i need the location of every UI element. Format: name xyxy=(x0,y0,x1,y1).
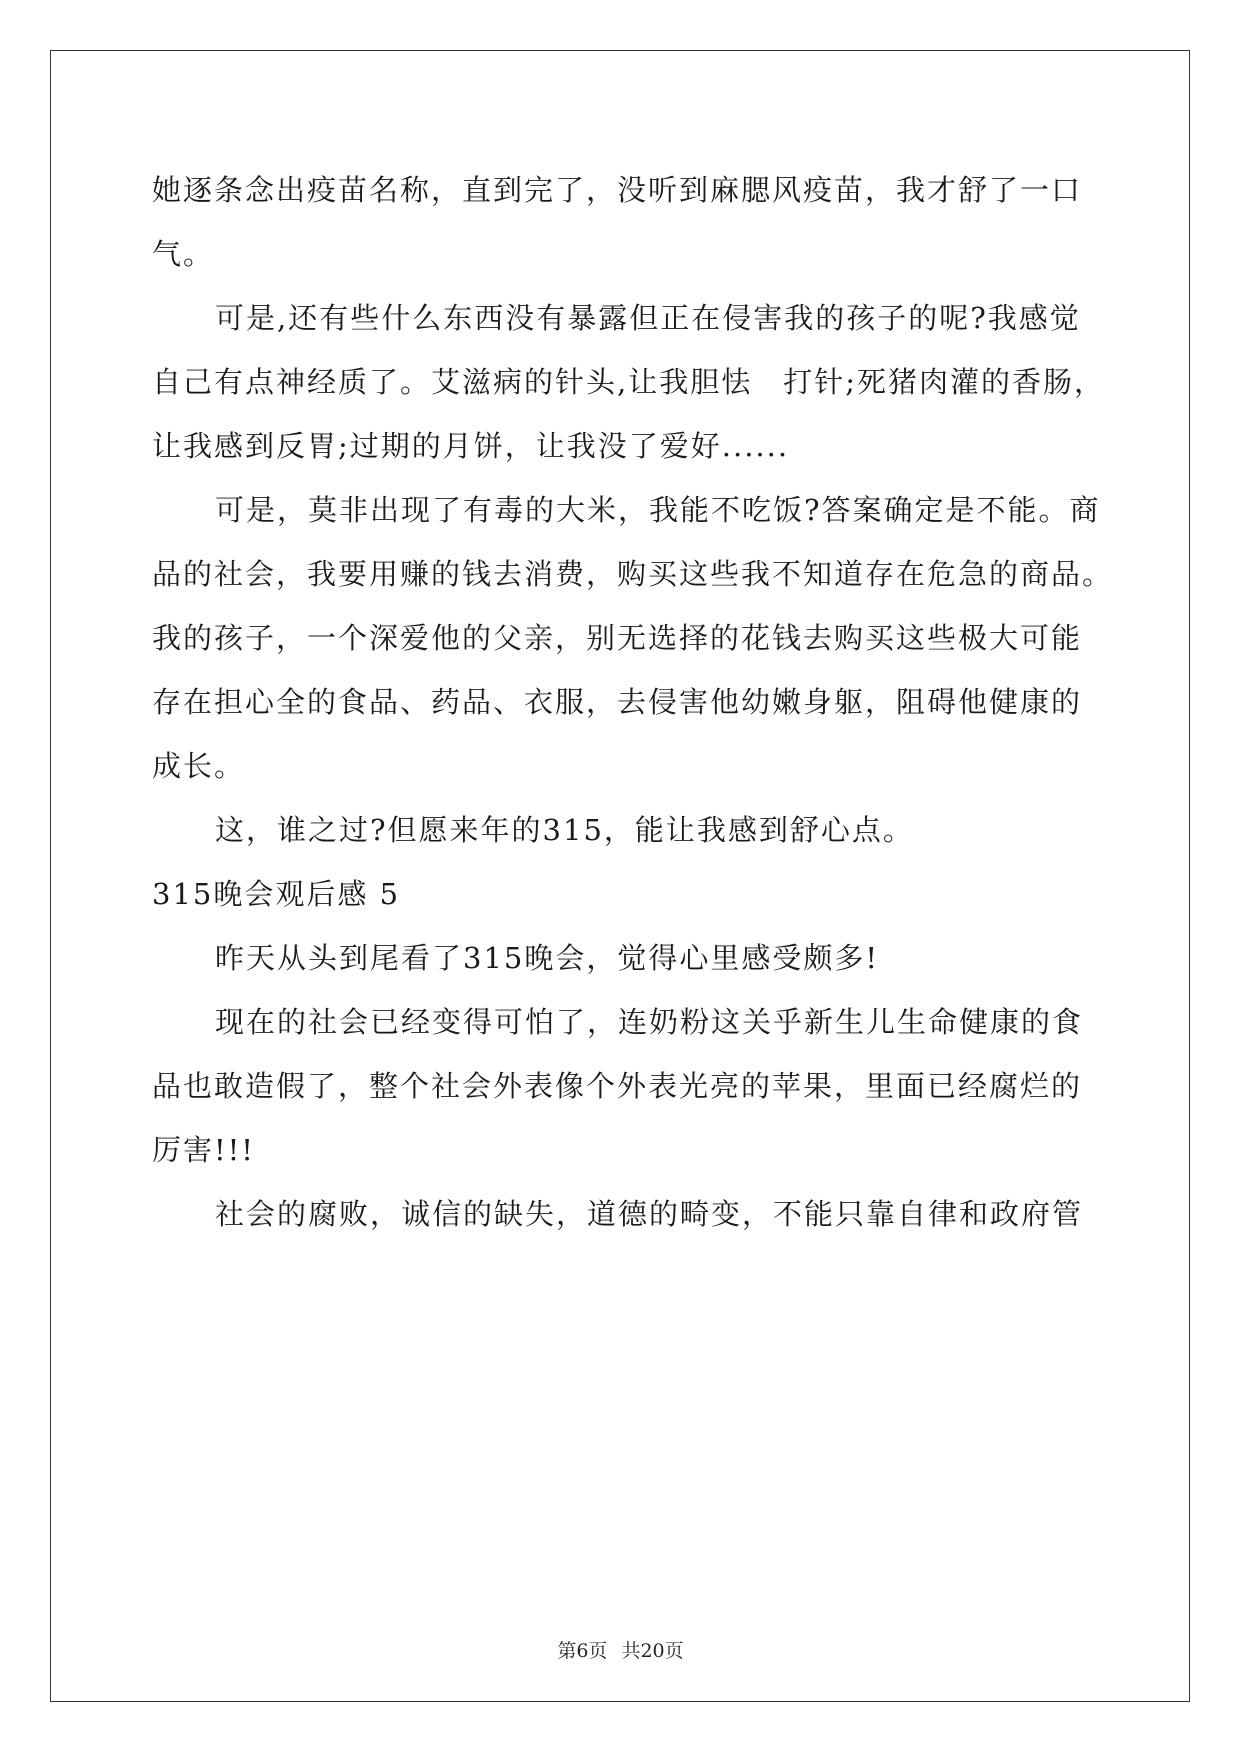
text-line: 成长。 xyxy=(152,749,246,783)
page-number: 第6页 xyxy=(557,1640,608,1662)
paragraph-start: 昨天从头到尾看了315晚会，觉得心里感受颇多! xyxy=(215,941,880,975)
text-line: 让我感到反胃;过期的月饼，让我没了爱好...... xyxy=(152,429,790,463)
text-line: 厉害!!! xyxy=(152,1133,255,1167)
text-line: 我的孩子，一个深爱他的父亲，别无选择的花钱去购买这些极大可能 xyxy=(152,621,1083,655)
paragraph-start: 社会的腐败，诚信的缺失，道德的畸变，不能只靠自律和政府管 xyxy=(215,1197,1084,1231)
page-total: 共20页 xyxy=(621,1640,684,1662)
text-line: 自己有点神经质了。艾滋病的针头,让我胆怯 打针;死猪肉灌的香肠， xyxy=(152,365,1105,399)
text-line: 品的社会，我要用赚的钱去消费，购买这些我不知道存在危急的商品。 xyxy=(152,557,1114,591)
paragraph-start: 可是,还有些什么东西没有暴露但正在侵害我的孩子的呢?我感觉 xyxy=(215,301,1081,335)
text-line: 气。 xyxy=(152,237,215,271)
text-line: 存在担心全的食品、药品、衣服，去侵害他幼嫩身躯，阻碍他健康的 xyxy=(152,685,1083,719)
page-footer xyxy=(0,1636,1241,1663)
paragraph-start: 可是，莫非出现了有毒的大米，我能不吃饭?答案确定是不能。商 xyxy=(215,493,1101,527)
paragraph-start: 这，谁之过?但愿来年的315，能让我感到舒心点。 xyxy=(215,813,914,847)
document-body xyxy=(152,158,1114,1246)
text-line: 品也敢造假了，整个社会外表像个外表光亮的苹果，里面已经腐烂的 xyxy=(152,1069,1083,1103)
paragraph-start: 现在的社会已经变得可怕了，连奶粉这关乎新生儿生命健康的食 xyxy=(215,1005,1084,1039)
text-line: 她逐条念出疫苗名称，直到完了，没听到麻腮风疫苗，我才舒了一口 xyxy=(152,173,1083,207)
section-heading: 315晚会观后感 5 xyxy=(152,877,401,911)
